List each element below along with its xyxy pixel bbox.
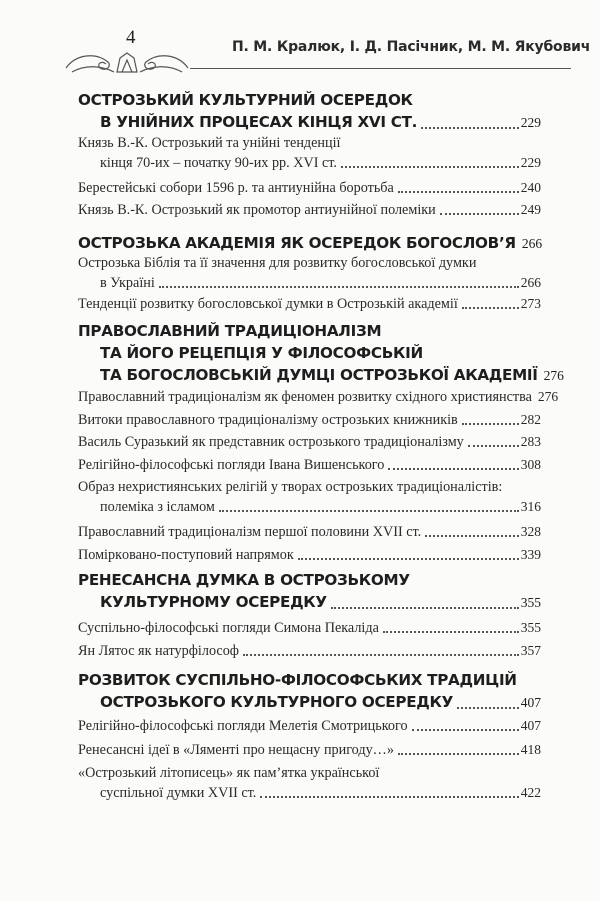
toc-page-number: 407 <box>520 718 541 733</box>
toc-title: в Україні <box>100 275 155 291</box>
toc-title: суспільної думки XVII ст. <box>100 785 257 801</box>
toc-line <box>78 477 541 497</box>
toc-line <box>78 273 541 293</box>
toc-title: Тенденції розвитку богословської думки в Острозькій академії <box>78 296 458 312</box>
toc-title: КУЛЬТУРНОМУ ОСЕРЕДКУ <box>100 593 327 611</box>
toc-line <box>78 783 541 803</box>
toc-entry[interactable] <box>78 618 541 638</box>
toc-line <box>78 569 541 591</box>
toc-title: Суспільно-філософські погляди Симона Пекаліда <box>78 620 379 636</box>
toc-page-number: 355 <box>520 620 541 635</box>
toc-section[interactable] <box>78 669 541 714</box>
toc-page-number: 276 <box>543 368 564 383</box>
toc-section[interactable] <box>78 89 541 134</box>
toc-line <box>78 364 564 387</box>
toc-line <box>78 342 541 364</box>
dot-leader <box>243 654 519 656</box>
toc-page-number: 355 <box>520 595 541 610</box>
toc-line <box>78 178 541 198</box>
dot-leader <box>398 753 519 755</box>
toc-page-number: 308 <box>520 457 541 472</box>
toc-line <box>78 200 541 220</box>
toc-line <box>78 153 541 173</box>
toc-line <box>78 455 541 475</box>
toc-entry[interactable] <box>78 387 559 407</box>
dot-leader <box>388 468 518 470</box>
toc-line <box>78 294 541 314</box>
toc-line <box>78 410 541 430</box>
dot-leader <box>341 166 519 168</box>
dot-leader <box>421 127 519 129</box>
toc-title: ПРАВОСЛАВНИЙ ТРАДИЦІОНАЛІЗМ <box>78 322 382 340</box>
toc-entry[interactable] <box>78 178 541 198</box>
dot-leader <box>219 510 519 512</box>
toc-page-number: 418 <box>520 742 541 757</box>
toc-entry[interactable] <box>78 763 541 803</box>
toc-page-number: 229 <box>520 155 541 170</box>
toc-entry[interactable] <box>78 432 541 452</box>
toc-title: Князь В.-К. Острозький та унійні тенденції <box>78 135 341 151</box>
toc-line <box>78 111 541 134</box>
toc-page-number: 266 <box>520 275 541 290</box>
toc-page-number: 266 <box>521 236 543 251</box>
toc-entry[interactable] <box>78 253 541 293</box>
toc-title: Князь В.-К. Острозький як промотор антиунійної полеміки <box>78 202 436 218</box>
toc-page-number: 328 <box>520 524 541 539</box>
toc-line <box>78 387 559 407</box>
toc-title: РОЗВИТОК СУСПІЛЬНО-ФІЛОСОФСЬКИХ ТРАДИЦІЙ <box>78 671 517 689</box>
toc-title: ТА ЙОГО РЕЦЕПЦІЯ У ФІЛОСОФСЬКІЙ <box>100 344 423 362</box>
toc-title: РЕНЕСАНСНА ДУМКА В ОСТРОЗЬКОМУ <box>78 571 410 589</box>
toc-line <box>78 522 541 542</box>
page-number: 4 <box>126 27 136 48</box>
toc-title: Василь Суразький як представник острозького традиціоналізму <box>78 434 464 450</box>
toc-entry[interactable] <box>78 716 541 736</box>
toc-page-number: 229 <box>520 115 541 130</box>
toc-title: Ян Лятос як натурфілософ <box>78 643 239 659</box>
dot-leader <box>457 707 519 709</box>
toc-title: Берестейські собори 1596 р. та антиунійна боротьба <box>78 180 394 196</box>
toc-entry[interactable] <box>78 477 541 517</box>
toc-title: Образ нехристиянських релігій у творах острозьких традиціоналістів: <box>78 479 503 495</box>
toc-title: ОСТРОЗЬКИЙ КУЛЬТУРНИЙ ОСЕРЕДОК <box>78 91 413 109</box>
toc-page-number: 240 <box>520 180 541 195</box>
toc-entry[interactable] <box>78 455 541 475</box>
toc-line <box>78 133 541 153</box>
toc-line <box>78 89 541 111</box>
toc-entry[interactable] <box>78 410 541 430</box>
toc-title: Православний традиціоналізм як феномен розвитку східного християнства <box>78 389 532 405</box>
toc-title: «Острозький літописець» як пам’ятка української <box>78 765 380 781</box>
dot-leader <box>440 213 519 215</box>
toc-section[interactable] <box>78 232 541 255</box>
dot-leader <box>331 607 519 609</box>
dot-leader <box>425 535 519 537</box>
header-rule <box>190 68 571 69</box>
toc-title: ОСТРОЗЬКА АКАДЕМІЯ ЯК ОСЕРЕДОК БОГОСЛОВ’Я <box>78 234 516 252</box>
toc-title: В УНІЙНИХ ПРОЦЕСАХ КІНЦЯ XVI СТ. <box>100 113 418 131</box>
toc-page-number: 282 <box>520 412 541 427</box>
toc-title: кінця 70-их – початку 90-их рр. XVI ст. <box>100 155 337 171</box>
toc-page-number: 249 <box>520 202 541 217</box>
authors-header: П. М. Кралюк, І. Д. Пасічник, М. М. Якубович <box>232 39 591 55</box>
toc-line <box>78 320 541 342</box>
toc-line <box>78 253 541 273</box>
toc-line <box>78 641 541 661</box>
toc-section[interactable] <box>78 320 564 387</box>
toc-title: Релігійно-філософські погляди Івана Вишенського <box>78 457 385 473</box>
toc-title: Ренесансні ідеї в «Ляменті про нещасну пригоду…» <box>78 742 394 758</box>
toc-line <box>78 618 541 638</box>
toc-entry[interactable] <box>78 200 541 220</box>
toc-line <box>78 740 541 760</box>
toc-title: ОСТРОЗЬКОГО КУЛЬТУРНОГО ОСЕРЕДКУ <box>100 693 454 711</box>
dot-leader <box>412 729 519 731</box>
toc-title: Острозька Біблія та її значення для розвитку богословської думки <box>78 255 477 271</box>
toc-line <box>78 716 541 736</box>
toc-entry[interactable] <box>78 740 541 760</box>
toc-title: Православний традиціоналізм першої половини XVII ст. <box>78 524 422 540</box>
dot-leader <box>468 445 519 447</box>
toc-line <box>78 545 541 565</box>
toc-line <box>78 497 541 517</box>
dot-leader <box>398 191 519 193</box>
toc-title: Релігійно-філософські погляди Мелетія Смотрицького <box>78 718 408 734</box>
dot-leader <box>159 286 519 288</box>
toc-title: Витоки православного традиціоналізму острозьких книжників <box>78 412 458 428</box>
toc-title: Поміркoвано-поступовий напрямок <box>78 547 294 563</box>
toc-entry[interactable] <box>78 294 541 314</box>
toc-page-number: 316 <box>520 499 541 514</box>
toc-page-number: 422 <box>520 785 541 800</box>
toc-page-number: 276 <box>537 389 559 404</box>
toc-page-number: 357 <box>520 643 541 658</box>
dot-leader <box>298 558 519 560</box>
toc-line <box>78 591 541 614</box>
toc-line <box>78 432 541 452</box>
dot-leader <box>462 423 519 425</box>
toc-title: полеміка з ісламом <box>100 499 215 515</box>
toc-page-number: 283 <box>520 434 541 449</box>
toc-page-number: 273 <box>520 296 541 311</box>
toc-line <box>78 669 541 691</box>
toc-entry[interactable] <box>78 522 541 542</box>
toc-line <box>78 691 541 714</box>
toc-title: ТА БОГОСЛОВСЬКІЙ ДУМЦІ ОСТРОЗЬКОЇ АКАДЕМІЇ <box>100 366 538 384</box>
dot-leader <box>462 307 519 309</box>
ornament-icon <box>62 50 192 76</box>
toc-page-number: 407 <box>520 695 541 710</box>
toc-entry[interactable] <box>78 133 541 173</box>
toc-line <box>78 763 541 783</box>
toc-entry[interactable] <box>78 641 541 661</box>
dot-leader <box>383 631 519 633</box>
dot-leader <box>260 796 518 798</box>
toc-page-number: 339 <box>520 547 541 562</box>
toc-entry[interactable] <box>78 545 541 565</box>
toc-line <box>78 232 541 255</box>
toc-section[interactable] <box>78 569 541 614</box>
